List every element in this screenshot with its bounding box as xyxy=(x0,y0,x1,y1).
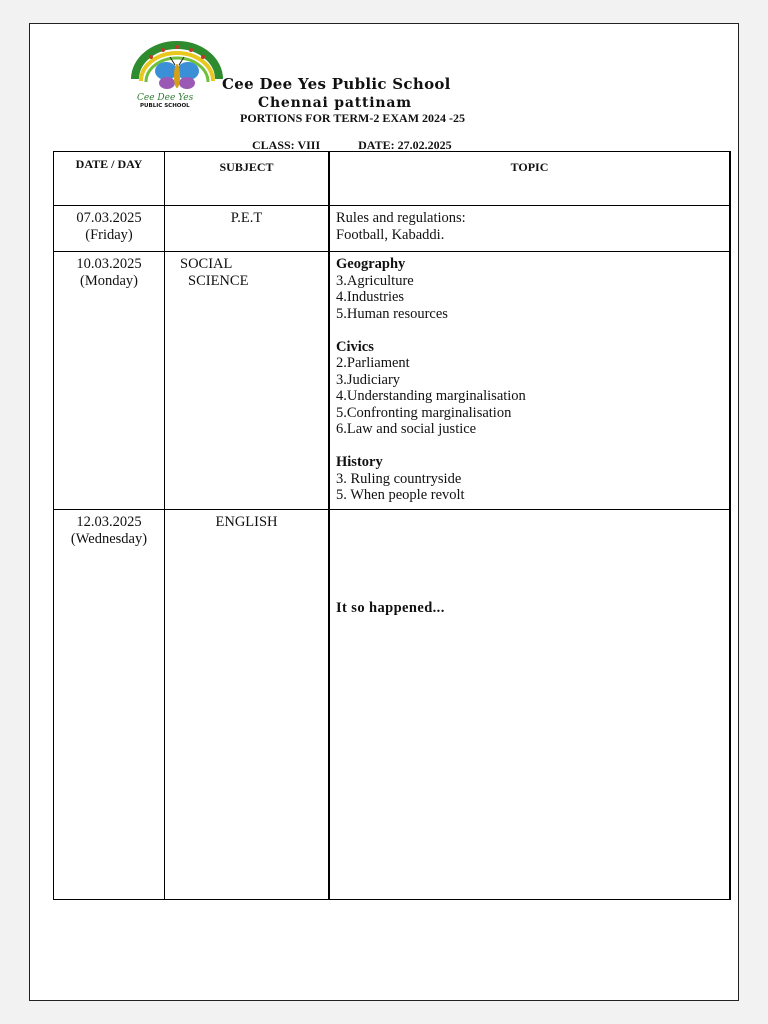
day-text: (Friday) xyxy=(85,226,133,243)
portions-title: PORTIONS FOR TERM-2 EXAM 2024 -25 xyxy=(240,111,466,125)
date-text: 07.03.2025 xyxy=(76,210,142,226)
school-city: Chennai pattinam xyxy=(258,95,412,111)
day-text: (Wednesday) xyxy=(70,530,148,547)
subject-cell xyxy=(165,252,330,510)
date-text: 10.03.2025 xyxy=(76,256,142,272)
table-header-row xyxy=(54,152,731,206)
topic-item: 5.Confronting marginalisation xyxy=(336,404,512,421)
topic-item: 3.Agriculture xyxy=(336,272,414,289)
topic-text: It so happened... xyxy=(336,600,445,616)
topic-cell xyxy=(329,252,730,510)
topic-cell xyxy=(329,206,730,252)
table-row xyxy=(54,510,731,900)
topic-cell xyxy=(329,510,730,900)
topic-line: Football, Kabaddi. xyxy=(336,226,445,243)
subject-text: ENGLISH xyxy=(215,514,278,530)
date-label: DATE: 27.02.2025 xyxy=(358,138,452,152)
topic-item: 3.Judiciary xyxy=(336,371,401,388)
topic-item: 4.Understanding marginalisation xyxy=(336,388,526,404)
table-row xyxy=(54,206,731,252)
topic-item: 5. When people revolt xyxy=(336,487,465,503)
header-topic: TOPIC xyxy=(329,152,730,206)
header-subject: SUBJECT xyxy=(165,152,330,206)
table-row xyxy=(54,252,731,510)
day-text: (Monday) xyxy=(80,272,138,289)
topic-item: 4.Industries xyxy=(336,289,405,305)
section-heading-history: History xyxy=(336,454,383,470)
date-cell xyxy=(54,510,165,900)
subject-cell xyxy=(165,206,330,252)
date-cell xyxy=(54,252,165,510)
topic-item: 5.Human resources xyxy=(336,305,448,322)
date-cell xyxy=(54,206,165,252)
portions-table xyxy=(53,151,731,900)
topic-item: 6.Law and social justice xyxy=(336,421,477,437)
date-text: 12.03.2025 xyxy=(76,514,142,530)
subject-text: SOCIAL xyxy=(180,256,233,272)
logo-text: Cee Dee Yes xyxy=(137,93,194,103)
school-name: Cee Dee Yes Public School xyxy=(222,75,451,93)
subject-cell xyxy=(165,510,330,900)
subject-text: P.E.T xyxy=(230,210,263,226)
class-label: CLASS: VIII xyxy=(252,138,321,152)
subject-text: SCIENCE xyxy=(188,272,249,289)
header-date-day: DATE / DAY xyxy=(54,152,165,206)
topic-item: 3. Ruling countryside xyxy=(336,470,462,487)
section-heading-civics: Civics xyxy=(336,338,374,355)
logo-subtext: PUBLIC SCHOOL xyxy=(140,103,190,109)
section-heading-geography: Geography xyxy=(336,256,406,272)
topic-line: Rules and regulations: xyxy=(336,210,466,226)
topic-item: 2.Parliament xyxy=(336,355,410,371)
